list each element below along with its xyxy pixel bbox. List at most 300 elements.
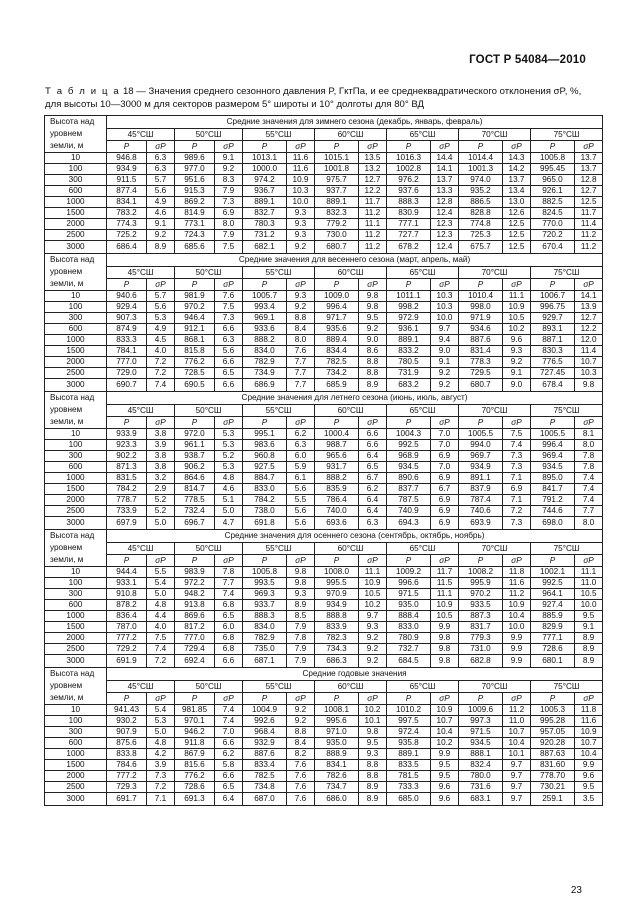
sigma-symbol: σP: [359, 279, 387, 291]
sigma-cell: 7.4: [215, 716, 243, 727]
pressure-cell: 907.9: [107, 727, 147, 738]
sigma-cell: 12.5: [503, 219, 531, 230]
sigma-cell: 6.4: [215, 793, 243, 806]
sigma-cell: 9.9: [503, 633, 531, 644]
pressure-cell: 969.3: [243, 589, 287, 600]
pressure-cell: 933.6: [243, 324, 287, 335]
sigma-cell: 7.4: [215, 705, 243, 716]
latitude-header: 50°СШ: [175, 681, 243, 693]
pressure-cell: 995.28: [531, 716, 575, 727]
table-row: [45, 473, 603, 484]
pressure-cell: 778.3: [459, 357, 503, 368]
latitude-header: 55°СШ: [243, 267, 315, 279]
sigma-cell: 12.4: [431, 241, 459, 254]
sigma-cell: 7.6: [215, 291, 243, 302]
pressure-cell: 1009.2: [387, 567, 431, 578]
sigma-cell: 8.6: [359, 346, 387, 357]
pressure-cell: 927.4: [531, 600, 575, 611]
sigma-cell: 7.6: [287, 346, 315, 357]
pressure-cell: 974.2: [243, 175, 287, 186]
pressure-symbol: P: [459, 141, 503, 153]
pressure-cell: 998.2: [387, 302, 431, 313]
pressure-cell: 725.3: [459, 230, 503, 241]
pressure-cell: 934.9: [107, 164, 147, 175]
sigma-cell: 6.6: [215, 738, 243, 749]
pressure-cell: 913.8: [175, 600, 215, 611]
sigma-cell: 5.2: [215, 451, 243, 462]
table-row: [45, 335, 603, 346]
sigma-symbol: σP: [215, 141, 243, 153]
height-cell: 1500: [45, 760, 107, 771]
pressure-cell: 779.2: [315, 219, 359, 230]
pressure-cell: 886.5: [459, 197, 503, 208]
pressure-cell: 961.1: [175, 440, 215, 451]
latitude-header: 60°СШ: [315, 543, 387, 555]
pressure-symbol: P: [531, 693, 575, 705]
sigma-cell: 12.7: [575, 313, 603, 324]
sigma-symbol: σP: [575, 141, 603, 153]
pressure-cell: 787.5: [387, 495, 431, 506]
pressure-cell: 783.2: [107, 208, 147, 219]
height-cell: 3000: [45, 655, 107, 668]
section-title-row: [45, 392, 603, 405]
row-label-header: Высота над уровнем земли, м: [45, 116, 107, 153]
sigma-cell: 9.7: [359, 611, 387, 622]
sigma-cell: 14.1: [431, 164, 459, 175]
sigma-cell: 10.1: [359, 716, 387, 727]
pressure-cell: 1011.1: [387, 291, 431, 302]
pressure-cell: 983.9: [175, 567, 215, 578]
latitude-header: 55°СШ: [243, 681, 315, 693]
pressure-cell: 965.6: [315, 451, 359, 462]
pressure-cell: 964.1: [531, 589, 575, 600]
pressure-cell: 729.0: [107, 368, 147, 379]
sigma-cell: 2.9: [147, 484, 175, 495]
sigma-cell: 7.2: [147, 368, 175, 379]
pressure-cell: 777.1: [387, 219, 431, 230]
sigma-cell: 5.8: [215, 760, 243, 771]
sigma-cell: 9.2: [287, 302, 315, 313]
pressure-cell: 782.9: [243, 633, 287, 644]
pressure-cell: 996.6: [387, 578, 431, 589]
pressure-cell: 934.5: [387, 462, 431, 473]
pressure-cell: 729.5: [459, 368, 503, 379]
sigma-cell: 9.6: [503, 335, 531, 346]
pressure-cell: 682.1: [243, 241, 287, 254]
pressure-cell: 996.75: [531, 302, 575, 313]
sigma-cell: 13.3: [431, 186, 459, 197]
sigma-cell: 11.4: [575, 346, 603, 357]
pressure-cell: 835.9: [315, 484, 359, 495]
sigma-cell: 6.8: [215, 633, 243, 644]
sigma-cell: 10.2: [503, 324, 531, 335]
sigma-cell: 10.2: [359, 705, 387, 716]
section-title: Средние значения для осеннего сезона (сентябрь, октябрь, ноябрь): [107, 530, 603, 543]
height-cell: 1500: [45, 622, 107, 633]
sigma-cell: 13.7: [503, 175, 531, 186]
pressure-cell: 930.2: [107, 716, 147, 727]
latitude-header: 75°СШ: [531, 543, 603, 555]
pressure-cell: 995.9: [459, 578, 503, 589]
sigma-cell: 5.9: [287, 462, 315, 473]
sigma-cell: 7.4: [575, 473, 603, 484]
sigma-cell: 5.3: [215, 429, 243, 440]
pressure-cell: 995.6: [315, 716, 359, 727]
latitude-header: 75°СШ: [531, 267, 603, 279]
pressure-cell: 833.4: [243, 760, 287, 771]
sigma-cell: 8.0: [575, 440, 603, 451]
sigma-cell: 8.8: [359, 368, 387, 379]
section-title: Средние годовые значения: [107, 668, 603, 681]
pressure-cell: 878.2: [107, 600, 147, 611]
sigma-cell: 9.3: [287, 291, 315, 302]
sigma-cell: 7.7: [287, 357, 315, 368]
pressure-cell: 732.4: [175, 506, 215, 517]
pressure-cell: 824.5: [531, 208, 575, 219]
latitude-header: 60°СШ: [315, 129, 387, 141]
sigma-cell: 7.7: [575, 506, 603, 517]
sigma-cell: 13.5: [359, 153, 387, 164]
sigma-cell: 12.2: [575, 324, 603, 335]
height-cell: 2500: [45, 782, 107, 793]
table-row: [45, 440, 603, 451]
sigma-cell: 7.3: [147, 771, 175, 782]
sigma-cell: 9.1: [147, 219, 175, 230]
sigma-cell: 10.9: [575, 727, 603, 738]
height-cell: 2500: [45, 230, 107, 241]
height-cell: 100: [45, 578, 107, 589]
sigma-cell: 10.3: [431, 291, 459, 302]
table-row: [45, 368, 603, 379]
sigma-cell: 11.1: [575, 567, 603, 578]
pressure-cell: 1008.0: [315, 567, 359, 578]
pressure-cell: 887.1: [531, 335, 575, 346]
pressure-cell: 929.4: [107, 302, 147, 313]
sigma-cell: 3.2: [147, 473, 175, 484]
pressure-symbol: P: [243, 141, 287, 153]
sigma-cell: 11.2: [359, 241, 387, 254]
pressure-cell: 734.3: [315, 644, 359, 655]
pressure-cell: 888.9: [315, 749, 359, 760]
table-row: [45, 655, 603, 668]
latitude-header: 45°СШ: [107, 129, 175, 141]
pressure-cell: 833.2: [387, 346, 431, 357]
sigma-cell: 9.1: [503, 368, 531, 379]
pressure-cell: 815.6: [175, 760, 215, 771]
sigma-cell: 8.9: [575, 655, 603, 668]
sigma-cell: 7.8: [287, 633, 315, 644]
pressure-cell: 830.3: [531, 346, 575, 357]
pressure-cell: 965.0: [531, 175, 575, 186]
sigma-cell: 8.9: [147, 241, 175, 254]
pressure-cell: 992.5: [387, 440, 431, 451]
pressure-symbol: P: [315, 141, 359, 153]
height-cell: 100: [45, 164, 107, 175]
sigma-cell: 7.2: [503, 506, 531, 517]
pressure-cell: 777.2: [107, 771, 147, 782]
latitude-header-row: [45, 543, 603, 555]
table-row: [45, 313, 603, 324]
pressure-cell: 832.7: [243, 208, 287, 219]
pressure-cell: 989.6: [175, 153, 215, 164]
sigma-cell: 9.3: [287, 589, 315, 600]
sigma-cell: 9.2: [287, 241, 315, 254]
section-title: Средние значения для зимнего сезона (декабрь, январь, февраль): [107, 116, 603, 129]
pressure-cell: 687.0: [243, 793, 287, 806]
height-cell: 600: [45, 600, 107, 611]
height-cell: 1500: [45, 484, 107, 495]
pressure-cell: 911.8: [175, 738, 215, 749]
sigma-cell: 6.6: [359, 429, 387, 440]
sigma-cell: 8.8: [287, 727, 315, 738]
pressure-cell: 915.3: [175, 186, 215, 197]
sigma-cell: 6.9: [431, 495, 459, 506]
table-row: [45, 451, 603, 462]
pressure-cell: 731.2: [243, 230, 287, 241]
sigma-cell: 7.6: [287, 782, 315, 793]
sigma-cell: 9.7: [503, 760, 531, 771]
pressure-symbol: P: [243, 279, 287, 291]
pressure-cell: 1000.0: [243, 164, 287, 175]
sigma-cell: 5.3: [147, 716, 175, 727]
sigma-cell: 6.9: [431, 451, 459, 462]
pressure-cell: 935.2: [459, 186, 503, 197]
pressure-cell: 970.2: [459, 589, 503, 600]
sigma-cell: 8.9: [287, 600, 315, 611]
sigma-cell: 8.9: [359, 793, 387, 806]
pressure-cell: 698.0: [531, 517, 575, 530]
sigma-cell: 10.9: [431, 600, 459, 611]
sigma-cell: 10.3: [575, 368, 603, 379]
sigma-cell: 5.6: [287, 484, 315, 495]
pressure-cell: 731.0: [459, 644, 503, 655]
pressure-cell: 920.28: [531, 738, 575, 749]
pressure-cell: 971.9: [459, 313, 503, 324]
latitude-header: 55°СШ: [243, 543, 315, 555]
sigma-symbol: σP: [431, 141, 459, 153]
pressure-cell: 972.4: [387, 727, 431, 738]
table-row: [45, 705, 603, 716]
sigma-cell: 9.7: [503, 793, 531, 806]
pressure-symbol: P: [175, 417, 215, 429]
pressure-cell: 976.2: [387, 175, 431, 186]
sigma-cell: 11.6: [575, 716, 603, 727]
sigma-cell: 6.1: [287, 473, 315, 484]
pressure-cell: 685.0: [387, 793, 431, 806]
sigma-cell: 7.3: [215, 313, 243, 324]
section-title-row: [45, 530, 603, 543]
pressure-cell: 730.0: [315, 230, 359, 241]
pressure-symbol: P: [107, 417, 147, 429]
sigma-cell: 9.7: [503, 771, 531, 782]
pressure-cell: 935.0: [387, 600, 431, 611]
table-row: [45, 771, 603, 782]
sigma-cell: 6.4: [359, 506, 387, 517]
sigma-cell: 6.9: [431, 473, 459, 484]
pressure-cell: 931.7: [315, 462, 359, 473]
sigma-cell: 7.9: [215, 230, 243, 241]
table-row: [45, 219, 603, 230]
pressure-cell: 937.7: [315, 186, 359, 197]
pressure-cell: 997.3: [459, 716, 503, 727]
sigma-cell: 13.7: [431, 175, 459, 186]
sigma-cell: 8.8: [287, 313, 315, 324]
pressure-cell: 693.6: [315, 517, 359, 530]
sigma-cell: 11.8: [503, 567, 531, 578]
table-row: [45, 644, 603, 655]
sigma-cell: 6.6: [215, 324, 243, 335]
table-row: [45, 716, 603, 727]
pressure-cell: 730.21: [531, 782, 575, 793]
sigma-cell: 11.0: [503, 716, 531, 727]
sigma-cell: 8.5: [287, 611, 315, 622]
sigma-cell: 11.2: [575, 230, 603, 241]
sigma-cell: 8.9: [575, 644, 603, 655]
pressure-cell: 686.4: [107, 241, 147, 254]
sigma-cell: 7.3: [503, 462, 531, 473]
pressure-cell: 1013.1: [243, 153, 287, 164]
height-cell: 1500: [45, 208, 107, 219]
sigma-cell: 7.7: [215, 578, 243, 589]
pressure-cell: 833.3: [107, 335, 147, 346]
pressure-cell: 727.7: [387, 230, 431, 241]
pressure-cell: 1010.4: [459, 291, 503, 302]
sigma-cell: 9.9: [575, 760, 603, 771]
sigma-cell: 11.6: [287, 153, 315, 164]
pressure-cell: 780.9: [387, 633, 431, 644]
sigma-cell: 10.0: [575, 600, 603, 611]
pressure-cell: 969.1: [243, 313, 287, 324]
sigma-cell: 7.5: [215, 302, 243, 313]
sigma-cell: 5.0: [147, 589, 175, 600]
sigma-cell: 13.2: [359, 164, 387, 175]
pressure-symbol: P: [243, 693, 287, 705]
sigma-cell: 11.2: [359, 208, 387, 219]
table-row: [45, 153, 603, 164]
table-row: [45, 164, 603, 175]
pressure-cell: 828.8: [459, 208, 503, 219]
sigma-cell: 7.3: [215, 197, 243, 208]
pressure-cell: 895.0: [531, 473, 575, 484]
pressure-cell: 972.0: [175, 429, 215, 440]
sigma-cell: 9.8: [287, 578, 315, 589]
sigma-cell: 12.7: [575, 186, 603, 197]
pressure-cell: 934.5: [531, 462, 575, 473]
sigma-cell: 5.2: [147, 506, 175, 517]
sigma-symbol: σP: [575, 693, 603, 705]
pressure-cell: 738.0: [243, 506, 287, 517]
sigma-symbol: σP: [215, 693, 243, 705]
sigma-cell: 7.9: [287, 644, 315, 655]
sigma-cell: 10.4: [503, 611, 531, 622]
sigma-cell: 5.5: [147, 567, 175, 578]
latitude-header: 65°СШ: [387, 543, 459, 555]
pressure-cell: 934.5: [459, 738, 503, 749]
pressure-cell: 1008.2: [459, 567, 503, 578]
sigma-cell: 7.2: [147, 782, 175, 793]
sigma-cell: 9.1: [575, 622, 603, 633]
latitude-header: 50°СШ: [175, 405, 243, 417]
pressure-symbol: P: [175, 555, 215, 567]
sigma-cell: 9.3: [359, 622, 387, 633]
height-cell: 100: [45, 440, 107, 451]
pressure-cell: 936.7: [243, 186, 287, 197]
sigma-cell: 9.1: [431, 357, 459, 368]
pressure-symbol: P: [387, 141, 431, 153]
pressure-cell: 682.8: [459, 655, 503, 668]
sigma-cell: 6.9: [215, 208, 243, 219]
sigma-cell: 7.0: [431, 462, 459, 473]
pressure-cell: 776.2: [175, 357, 215, 368]
sigma-symbol: σP: [575, 555, 603, 567]
table-row: [45, 291, 603, 302]
sigma-cell: 7.3: [503, 517, 531, 530]
height-cell: 100: [45, 302, 107, 313]
table-row: [45, 197, 603, 208]
pressure-cell: 889.1: [315, 197, 359, 208]
sigma-cell: 6.2: [215, 749, 243, 760]
sigma-cell: 10.2: [359, 600, 387, 611]
height-cell: 2000: [45, 219, 107, 230]
pressure-cell: 875.6: [107, 738, 147, 749]
sigma-cell: 7.4: [147, 644, 175, 655]
sigma-cell: 7.4: [215, 589, 243, 600]
sigma-cell: 6.7: [431, 484, 459, 495]
pressure-cell: 888.3: [243, 611, 287, 622]
sigma-cell: 12.2: [359, 186, 387, 197]
sigma-cell: 7.7: [287, 368, 315, 379]
sigma-cell: 8.4: [287, 324, 315, 335]
sigma-cell: 7.8: [215, 567, 243, 578]
pressure-cell: 934.9: [315, 600, 359, 611]
sigma-cell: 9.6: [431, 782, 459, 793]
sigma-cell: 5.0: [147, 727, 175, 738]
pressure-cell: 983.6: [243, 440, 287, 451]
sigma-cell: 8.9: [359, 782, 387, 793]
pressure-symbol: P: [175, 279, 215, 291]
sigma-cell: 7.5: [215, 241, 243, 254]
sigma-cell: 9.0: [359, 335, 387, 346]
pressure-cell: 968.4: [243, 727, 287, 738]
sigma-cell: 6.2: [359, 484, 387, 495]
pressure-cell: 969.4: [531, 451, 575, 462]
sigma-cell: 6.5: [215, 368, 243, 379]
pressure-cell: 773.1: [175, 219, 215, 230]
pressure-symbol: P: [107, 141, 147, 153]
pressure-cell: 781.5: [387, 771, 431, 782]
section-title-row: [45, 668, 603, 681]
pressure-cell: 691.9: [107, 655, 147, 668]
symbol-header-row: [45, 693, 603, 705]
latitude-header: 60°СШ: [315, 267, 387, 279]
pressure-cell: 691.3: [175, 793, 215, 806]
latitude-header: 70°СШ: [459, 681, 531, 693]
sigma-cell: 4.8: [147, 600, 175, 611]
pressure-cell: 946.8: [107, 153, 147, 164]
pressure-cell: 998.0: [459, 302, 503, 313]
sigma-cell: 7.9: [215, 186, 243, 197]
sigma-cell: 11.2: [503, 589, 531, 600]
sigma-symbol: σP: [287, 555, 315, 567]
sigma-cell: 3.9: [147, 760, 175, 771]
pressure-cell: 933.1: [107, 578, 147, 589]
sigma-cell: 4.9: [147, 324, 175, 335]
sigma-cell: 9.5: [575, 611, 603, 622]
pressure-cell: 778.70: [531, 771, 575, 782]
sigma-symbol: σP: [359, 555, 387, 567]
table-row: [45, 495, 603, 506]
pressure-cell: 778.5: [175, 495, 215, 506]
